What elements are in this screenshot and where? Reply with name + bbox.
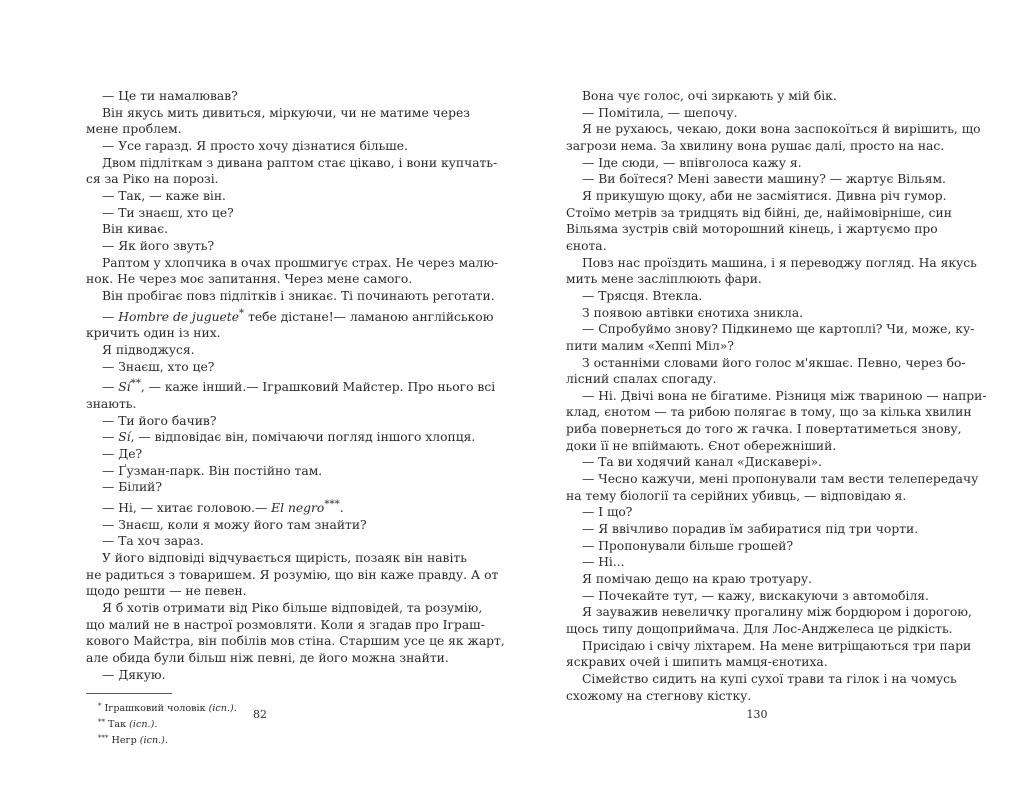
text-line: Раптом у хлопчика в очах прошмигує страх. Не через малю- xyxy=(102,255,499,270)
text-line: Я помічаю дещо на краю тротуару. xyxy=(582,572,813,587)
text-line: Вона чує голос, очі зиркають у мій бік. xyxy=(582,89,837,103)
footnote: *** Негр (ісп.). xyxy=(98,733,168,746)
text-line: кричить один із них. xyxy=(86,326,221,341)
left-page xyxy=(86,88,505,748)
text-line: яскравих очей і шипить мамця-єнотиха. xyxy=(566,655,828,670)
footnote: ** Так (ісп.). xyxy=(98,718,158,731)
text-line: — Ґузман-парк. Він постійно там. xyxy=(102,463,323,478)
page-number-left: 82 xyxy=(253,708,267,721)
text-line: — Та хоч зараз. xyxy=(102,534,204,549)
text-line: Сімейство сидить на купі сухої трави та гілок і на чомусь xyxy=(582,671,957,686)
text-line: риба повернеться до того ж гачка. І повертатиметься знову, xyxy=(566,422,962,437)
text-line: Я б хотів отримати від Ріко більше відповідей, та розумію, xyxy=(102,600,483,615)
text-line: — Sí, — відповідає він, помічаючи погляд іншого хлопця. xyxy=(102,430,476,445)
text-line: Я не рухаюсь, чекаю, доки вона заспокоїться й вирішить, що xyxy=(582,122,981,137)
text-line: — Трясця. Втекла. xyxy=(582,288,703,303)
text-line: що малий не в настрої розмовляти. Коли я згадав про Іграш- xyxy=(86,617,485,632)
text-line: — Білий? xyxy=(102,480,162,495)
text-line: доки її не впіймають. Єнот обережніший. xyxy=(566,438,837,453)
text-line: Він якусь мить дивиться, міркуючи, чи не матиме через xyxy=(102,105,470,120)
text-line: Стоїмо метрів за тридцять від бійні, де, найімовірніше, син xyxy=(566,205,952,220)
text-line: Я зауважив невеличку прогалину між бордюром і дорогою, xyxy=(582,605,972,620)
text-line: Він пробігає повз підлітків і зникає. Ті починають реготати. xyxy=(102,288,495,303)
text-line: загрози нема. За хвилину вона рушає далі, просто на нас. xyxy=(566,138,945,153)
text-line: — Іде сюди, — впівголоса кажу я. xyxy=(582,155,802,170)
text-line: пити малим «Хеппі Міл»? xyxy=(566,338,734,353)
text-line: — Ти знаєш, хто це? xyxy=(102,205,234,220)
text-line: — Де? xyxy=(102,446,143,461)
text-line: З появою автівки єнотиха зникла. xyxy=(582,305,804,320)
text-line: клад, єнотом — та рибою полягає в тому, що за кілька хвилин xyxy=(566,405,972,420)
text-line: — Спробуймо знову? Підкинемо ще картоплі? Чи, може, ку- xyxy=(582,322,975,337)
left-page-text xyxy=(86,88,505,683)
text-line: єнота. xyxy=(566,238,607,253)
text-line: — Ні... xyxy=(582,555,625,570)
text-line: — Ти його бачив? xyxy=(102,413,217,428)
text-line: не радиться з товаришем. Я розумію, що він каже правду. А от xyxy=(86,567,499,582)
text-line: знають. xyxy=(86,397,137,411)
text-line: мене проблем. xyxy=(86,122,182,137)
text-line: — Чесно кажучи, мені пропонували там вести телепередачу xyxy=(582,472,979,487)
text-line: лісний спалах спогаду. xyxy=(566,372,717,387)
text-line: нок. Не через моє запитання. Через мене самого. xyxy=(86,272,413,287)
text-line: на тему біології та серійних убивць, — відповідаю я. xyxy=(566,488,907,503)
footnote: * Іграшковий чоловік (ісп.). xyxy=(98,702,237,715)
text-line: — Я ввічливо порадив їм забиратися під три чорти. xyxy=(582,522,919,537)
text-line: У його відповіді відчувається щирість, позаяк він навіть xyxy=(102,551,467,565)
text-line: — Hombre de juguete* тебе дістане!— ламаною англійською xyxy=(102,306,494,324)
text-line: Я підводжуся. xyxy=(102,342,195,357)
text-line: щось типу дощоприймача. Для Лос-Анджелеса це рідкість. xyxy=(566,622,953,636)
text-line: щодо решти — не певен. xyxy=(86,584,247,599)
text-line: кового Майстра, він побілів мов стіна. Старшим усе це як жарт, xyxy=(86,634,505,649)
text-line: — Як його звуть? xyxy=(102,238,215,253)
text-line: але обида були більш ніж певні, де його можна знайти. xyxy=(86,650,449,665)
text-line: Він киває. xyxy=(102,222,169,237)
text-line: Присідаю і свічу ліхтарем. На мене витріщаються три пари xyxy=(582,638,972,653)
text-line: Вільяма зустрів свій моторошний кінець, і жартуємо про xyxy=(566,222,938,237)
text-line: Я прикушую щоку, аби не засміятися. Дивна річ гумор. xyxy=(582,188,947,203)
text-line: мить мене засліплюють фари. xyxy=(566,272,762,287)
text-line: ся за Ріко на порозі. xyxy=(86,172,219,187)
right-page-text xyxy=(566,88,987,704)
text-line: — І що? xyxy=(582,505,633,520)
text-line: Двом підліткам з дивана раптом стає цікаво, і вони купчать- xyxy=(102,155,498,170)
text-line: — Знаєш, хто це? xyxy=(102,359,215,374)
text-line: — Пропонували більше грошей? xyxy=(582,538,794,553)
text-line: — Почекайте тут, — кажу, вискакуючи з автомобіля. xyxy=(582,588,929,603)
text-line: — Ні, — хитає головою.— El negro***. xyxy=(102,497,344,516)
page-number-right: 130 xyxy=(746,708,768,721)
text-line: — Це ти намалював? xyxy=(102,89,238,103)
text-line: Повз нас проїздить машина, і я переводжу погляд. На якусь xyxy=(582,255,977,270)
text-line: — Помітила, — шепочу. xyxy=(582,105,738,120)
text-line: З останніми словами його голос м'якшає. Певно, через бо- xyxy=(582,355,966,370)
text-line: — Sí**, — каже інший.— Іграшковий Майстер. Про нього всі xyxy=(102,377,496,395)
text-line: схожому на стегнову кістку. xyxy=(566,688,752,703)
text-line: — Усе гаразд. Я просто хочу дізнатися більше. xyxy=(102,138,408,153)
right-page xyxy=(566,88,987,704)
text-line: — Та ви ходячий канал «Дискавері». xyxy=(582,455,823,470)
text-line: — Ви боїтеся? Мені завести машину? — жартує Вільям. xyxy=(582,172,946,187)
footnote-separator xyxy=(86,693,172,694)
text-line: — Дякую. xyxy=(102,667,166,682)
text-line: — Так, — каже він. xyxy=(102,188,226,203)
text-line: — Ні. Двічі вона не бігатиме. Різниця між твариною — напри- xyxy=(582,388,987,403)
text-line: — Знаєш, коли я можу його там знайти? xyxy=(102,517,367,532)
